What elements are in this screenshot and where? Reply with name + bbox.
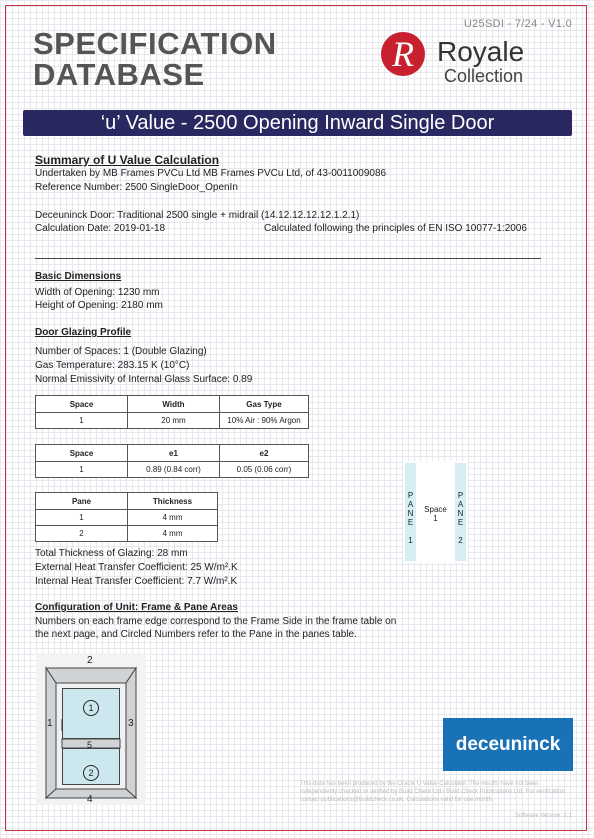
glazing-emissivity: Normal Emissivity of Internal Glass Surface: 0.89 xyxy=(35,374,253,385)
pane-1-label: P A N E 1 xyxy=(407,491,414,545)
disclaimer: This data has been produced by the Oracle U Value Calculator. The results have not been independently checked or verified by Build Check Ltd / Build Check Publications Ltd. For verification contact publications@buildcheck.co.uk. Calculations valid for one month. xyxy=(300,781,565,803)
emissivity-table-cell: 0.89 (0.84 corr) xyxy=(128,462,220,478)
glazing-gas-temp: Gas Temperature: 283.15 K (10°C) xyxy=(35,360,190,371)
pane-table-header: Thickness xyxy=(128,493,218,510)
pane-table-cell: 2 xyxy=(36,526,128,542)
table-row xyxy=(36,462,309,478)
emissivity-table-header: e2 xyxy=(220,445,309,462)
emissivity-table-header: Space xyxy=(36,445,128,462)
logo-brand: Royale xyxy=(437,36,525,67)
basic-height: Height of Opening: 2180 mm xyxy=(35,300,163,311)
document-code: U25SDI - 7/24 - V1.0 xyxy=(463,18,572,30)
divider xyxy=(35,258,541,259)
glazing-spaces: Number of Spaces: 1 (Double Glazing) xyxy=(35,346,207,357)
config-heading: Configuration of Unit: Frame & Pane Areas xyxy=(35,602,238,613)
space-label: Space 1 xyxy=(424,505,447,523)
pane-2-label: P A N E 2 xyxy=(457,491,464,545)
summary-undertaken: Undertaken by MB Frames PVCu Ltd MB Frames PVCu Ltd, of 43-0011009086 xyxy=(35,168,387,179)
table-row xyxy=(36,526,218,542)
pane-table-cell: 4 mm xyxy=(128,510,218,526)
table-row xyxy=(36,510,218,526)
pane-table-cell: 1 xyxy=(36,510,128,526)
glazing-heading: Door Glazing Profile xyxy=(35,327,132,338)
basic-heading: Basic Dimensions xyxy=(35,271,122,282)
page-title xyxy=(33,28,277,90)
title-banner: ‘u’ Value - 2500 Opening Inward Single Door xyxy=(23,110,572,136)
frame-side-1: 1 xyxy=(47,718,53,729)
basic-width: Width of Opening: 1230 mm xyxy=(35,287,160,298)
summary-reference: Reference Number: 2500 SingleDoor_OpenIn xyxy=(35,182,238,193)
summary-heading: Summary of U Value Calculation xyxy=(35,153,220,167)
frame-side-2: 2 xyxy=(87,655,93,666)
frame-side-4: 4 xyxy=(87,794,93,805)
total-thickness: Total Thickness of Glazing: 28 mm xyxy=(35,548,188,559)
title-line-1: SPECIFICATION xyxy=(33,26,277,61)
gas-table-cell: 1 xyxy=(36,413,128,429)
gas-table-header: Gas Type xyxy=(220,396,309,413)
logo-subtitle: Collection xyxy=(444,66,524,86)
deceuninck-logo: deceuninck xyxy=(443,718,573,771)
config-line-2: the next page, and Circled Numbers refer to the Pane in the panes table. xyxy=(35,629,357,640)
pane-table-cell: 4 mm xyxy=(128,526,218,542)
gas-table xyxy=(35,395,309,429)
config-line-1: Numbers on each frame edge correspond to the Frame Side in the frame table on xyxy=(35,616,397,627)
external-coefficient: External Heat Transfer Coefficient: 25 W/m².K xyxy=(35,562,238,573)
pane-table-header: Pane xyxy=(36,493,128,510)
pane-space-diagram xyxy=(403,461,468,563)
table-row xyxy=(36,413,309,429)
gas-table-header: Width xyxy=(128,396,220,413)
pane-2-circle: 2 xyxy=(83,765,99,781)
emissivity-table-header: e1 xyxy=(128,445,220,462)
frame-side-5: 5 xyxy=(87,740,93,750)
software-version: Software Version: 2.1 xyxy=(514,813,572,819)
frame-side-3: 3 xyxy=(128,718,134,729)
royale-logo-letter: R xyxy=(392,34,414,74)
title-line-2: DATABASE xyxy=(33,57,205,92)
emissivity-table-cell: 1 xyxy=(36,462,128,478)
gas-table-header: Space xyxy=(36,396,128,413)
internal-coefficient: Internal Heat Transfer Coefficient: 7.7 W/m².K xyxy=(35,576,238,587)
gas-table-cell: 20 mm xyxy=(128,413,220,429)
gas-table-cell: 10% Air : 90% Argon xyxy=(220,413,309,429)
door-diagram xyxy=(36,653,146,805)
pane-1-circle: 1 xyxy=(83,700,99,716)
summary-date: Calculation Date: 2019-01-18 xyxy=(35,223,166,234)
emissivity-table-cell: 0.05 (0.06 corr) xyxy=(220,462,309,478)
pane-table xyxy=(35,492,218,542)
summary-principles: Calculated following the principles of EN ISO 10077-1:2006 xyxy=(264,223,527,234)
emissivity-table xyxy=(35,444,309,478)
summary-door: Deceuninck Door: Traditional 2500 single + midrail (14.12.12.12.12.1.2.1) xyxy=(35,210,360,221)
